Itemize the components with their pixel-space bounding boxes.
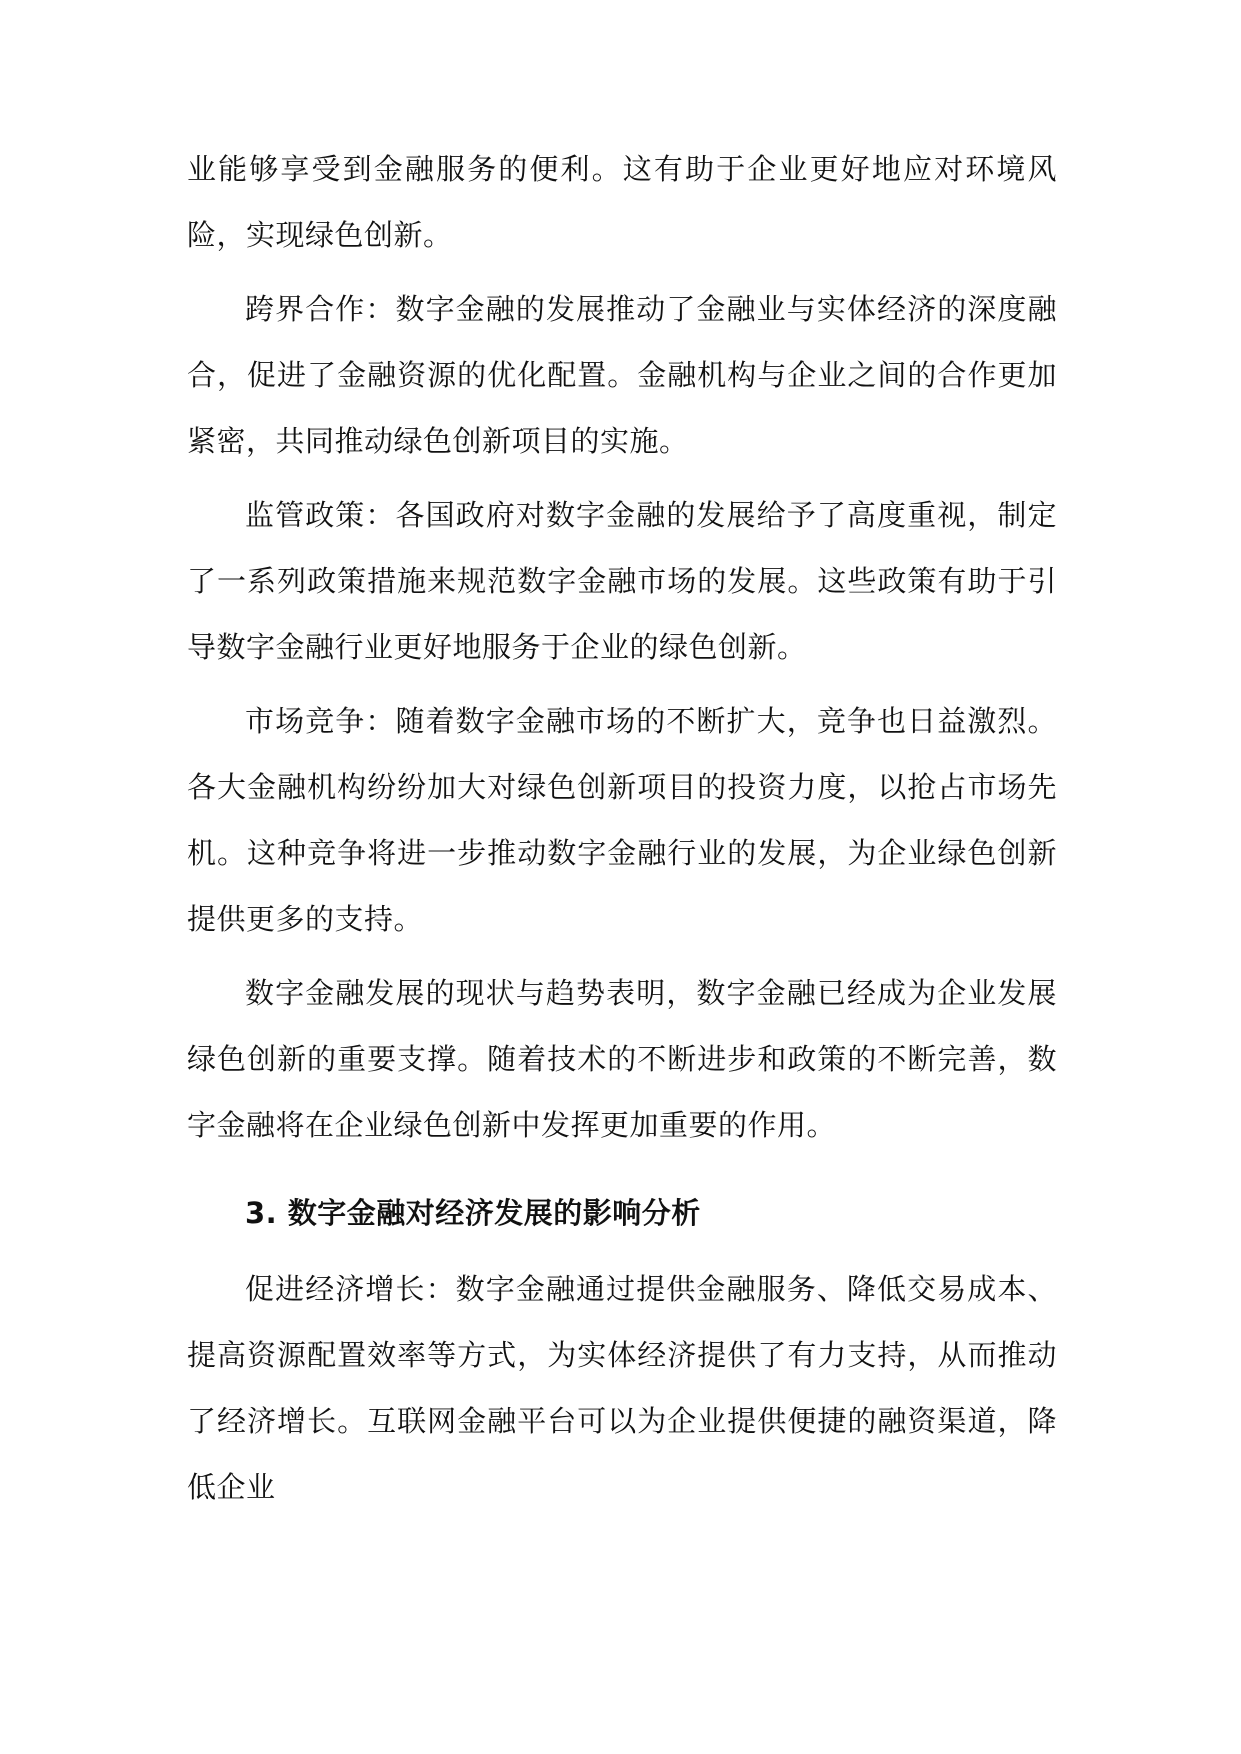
paragraph-economic-growth: 促进经济增长：数字金融通过提供金融服务、降低交易成本、提高资源配置效率等方式，为实体经济提供了有力支持，从而推动了经济增长。互联网金融平台可以为企业提供便捷的融资渠道，降低企业 — [187, 1272, 1057, 1504]
paragraph-market-competition: 市场竞争：随着数字金融市场的不断扩大，竞争也日益激烈。各大金融机构纷纷加大对绿色创新项目的投资力度，以抢占市场先机。这种竞争将进一步推动数字金融行业的发展，为企业绿色创新提供更多的支持。 — [187, 704, 1057, 936]
paragraph-regulatory-policy: 监管政策：各国政府对数字金融的发展给予了高度重视，制定了一系列政策措施来规范数字金融市场的发展。这些政策有助于引导数字金融行业更好地服务于企业的绿色创新。 — [187, 498, 1057, 664]
document-body — [187, 136, 1057, 1528]
section-heading: 3. 数字金融对经济发展的影响分析 — [245, 1196, 701, 1230]
paragraph-cross-border-cooperation: 跨界合作：数字金融的发展推动了金融业与实体经济的深度融合，促进了金融资源的优化配置。金融机构与企业之间的合作更加紧密，共同推动绿色创新项目的实施。 — [187, 292, 1057, 458]
paragraph-summary: 数字金融发展的现状与趋势表明，数字金融已经成为企业发展绿色创新的重要支撑。随着技术的不断进步和政策的不断完善，数字金融将在企业绿色创新中发挥更加重要的作用。 — [187, 976, 1057, 1142]
paragraph-continuation: 业能够享受到金融服务的便利。这有助于企业更好地应对环境风险，实现绿色创新。 — [187, 152, 1057, 252]
